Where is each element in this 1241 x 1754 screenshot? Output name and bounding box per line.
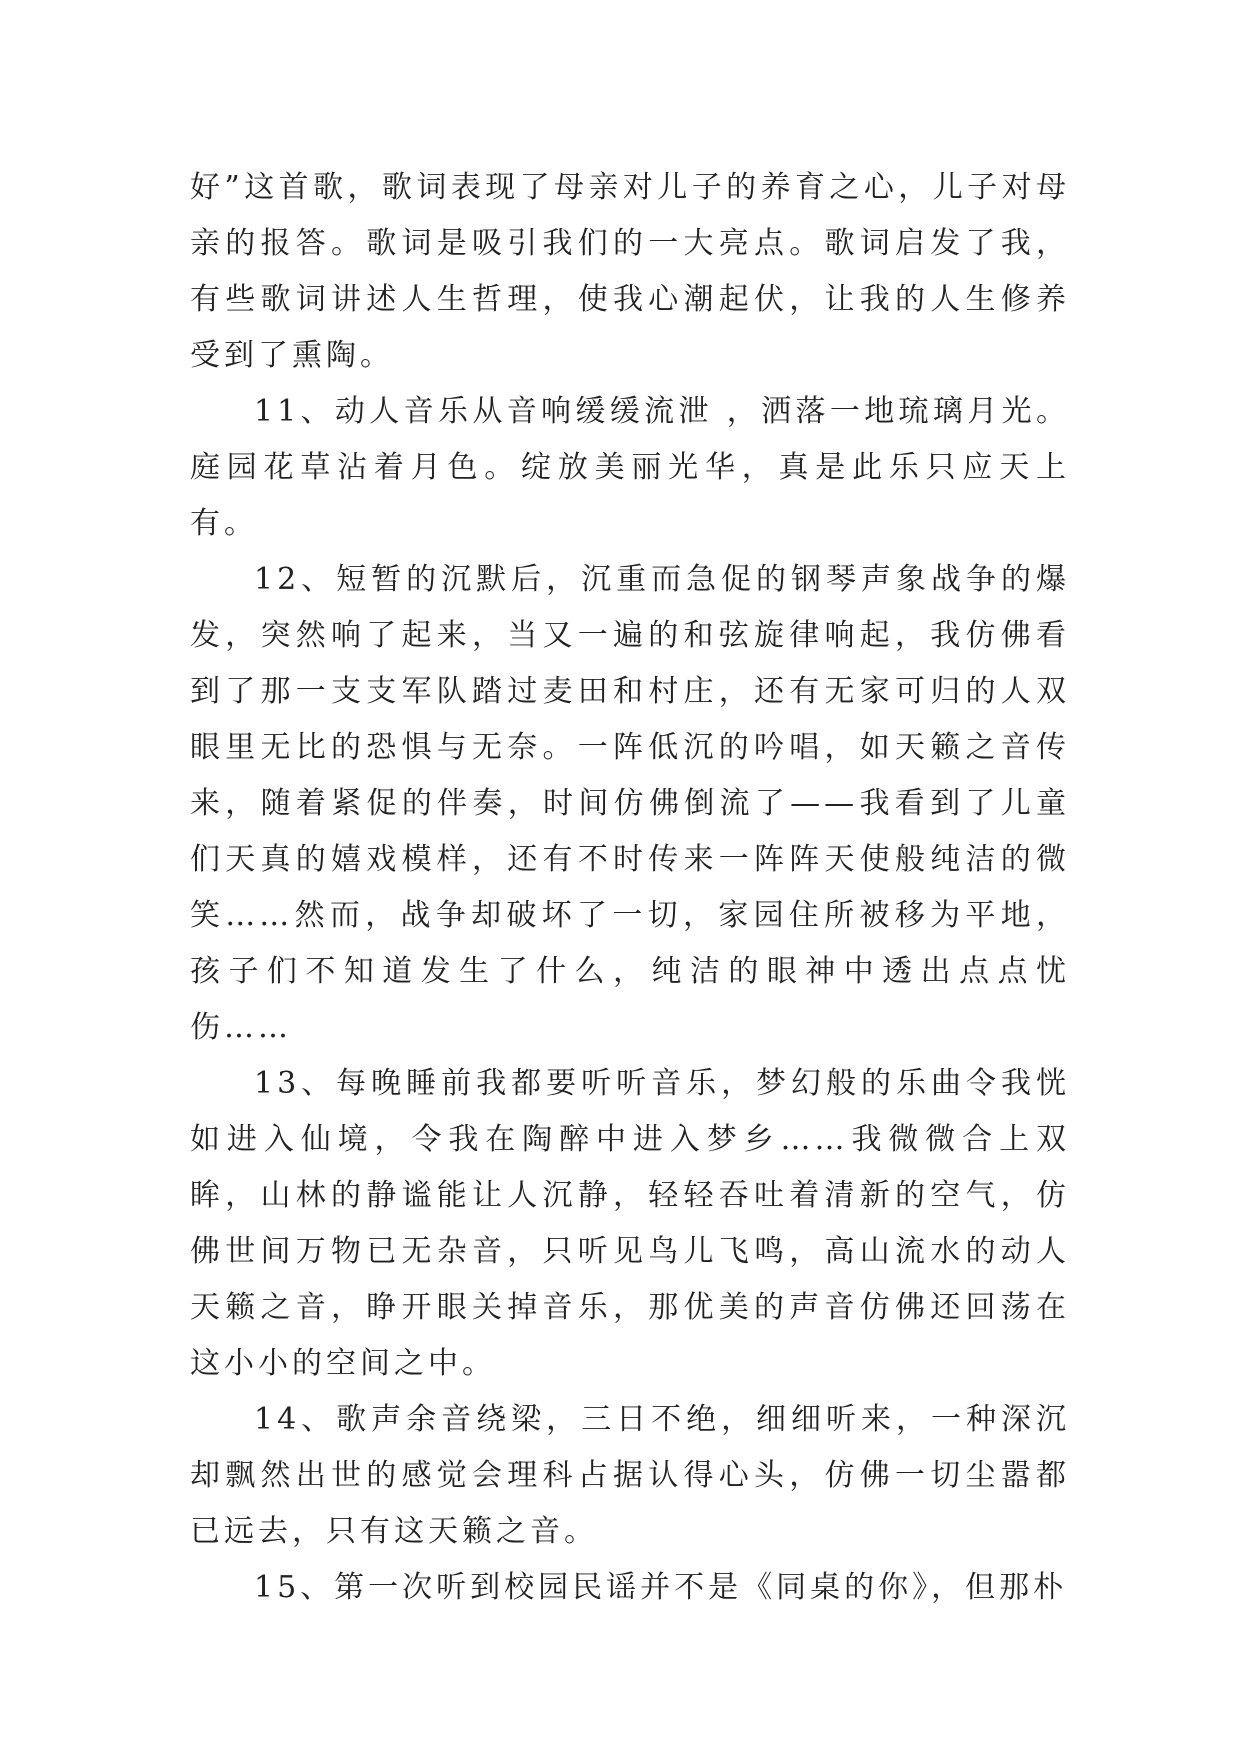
paragraph-12: 12、短暂的沉默后，沉重而急促的钢琴声象战争的爆发，突然响了起来，当又一遍的和弦旋律响起，我仿佛看到了那一支支军队踏过麦田和村庄，还有无家可归的人双眼里无比的恐惧与无奈。一阵低沉的吟唱，如天籁之音传来，随着紧促的伴奏，时间仿佛倒流了——我看到了儿童们天真的嬉戏模样，还有不时传来一阵阵天使般纯洁的微笑……然而，战争却破坏了一切，家园住所被移为平地，孩子们不知道发生了什么，纯洁的眼神中透出点点忧伤……	[190, 562, 1070, 1045]
paragraph-continuation: 好”这首歌，歌词表现了母亲对儿子的养育之心，儿子对母亲的报答。歌词是吸引我们的一大亮点。歌词启发了我，有些歌词讲述人生哲理，使我心潮起伏，让我的人生修养受到了熏陶。	[190, 170, 1070, 373]
paragraph-11: 11、动人音乐从音响缓缓流泄 ，洒落一地琉璃月光。庭园花草沾着月色。绽放美丽光华，真是此乐只应天上有。	[190, 394, 1070, 541]
paragraph-15: 15、第一次听到校园民谣并不是《同桌的你》，但那朴	[254, 1570, 1068, 1605]
paragraph-14: 14、歌声余音绕梁，三日不绝，细细听来，一种深沉却飘然出世的感觉会理科占据认得心头，仿佛一切尘嚣都已远去，只有这天籁之音。	[190, 1402, 1070, 1549]
paragraph-13: 13、每晚睡前我都要听听音乐，梦幻般的乐曲令我恍如进入仙境，令我在陶醉中进入梦乡……我微微合上双眸，山林的静谧能让人沉静，轻轻吞吐着清新的空气，仿佛世间万物已无杂音，只听见鸟儿飞鸣，高山流水的动人天籁之音，睁开眼关掉音乐，那优美的声音仿佛还回荡在这小小的空间之中。	[190, 1066, 1070, 1381]
body-text	[190, 160, 1070, 1616]
